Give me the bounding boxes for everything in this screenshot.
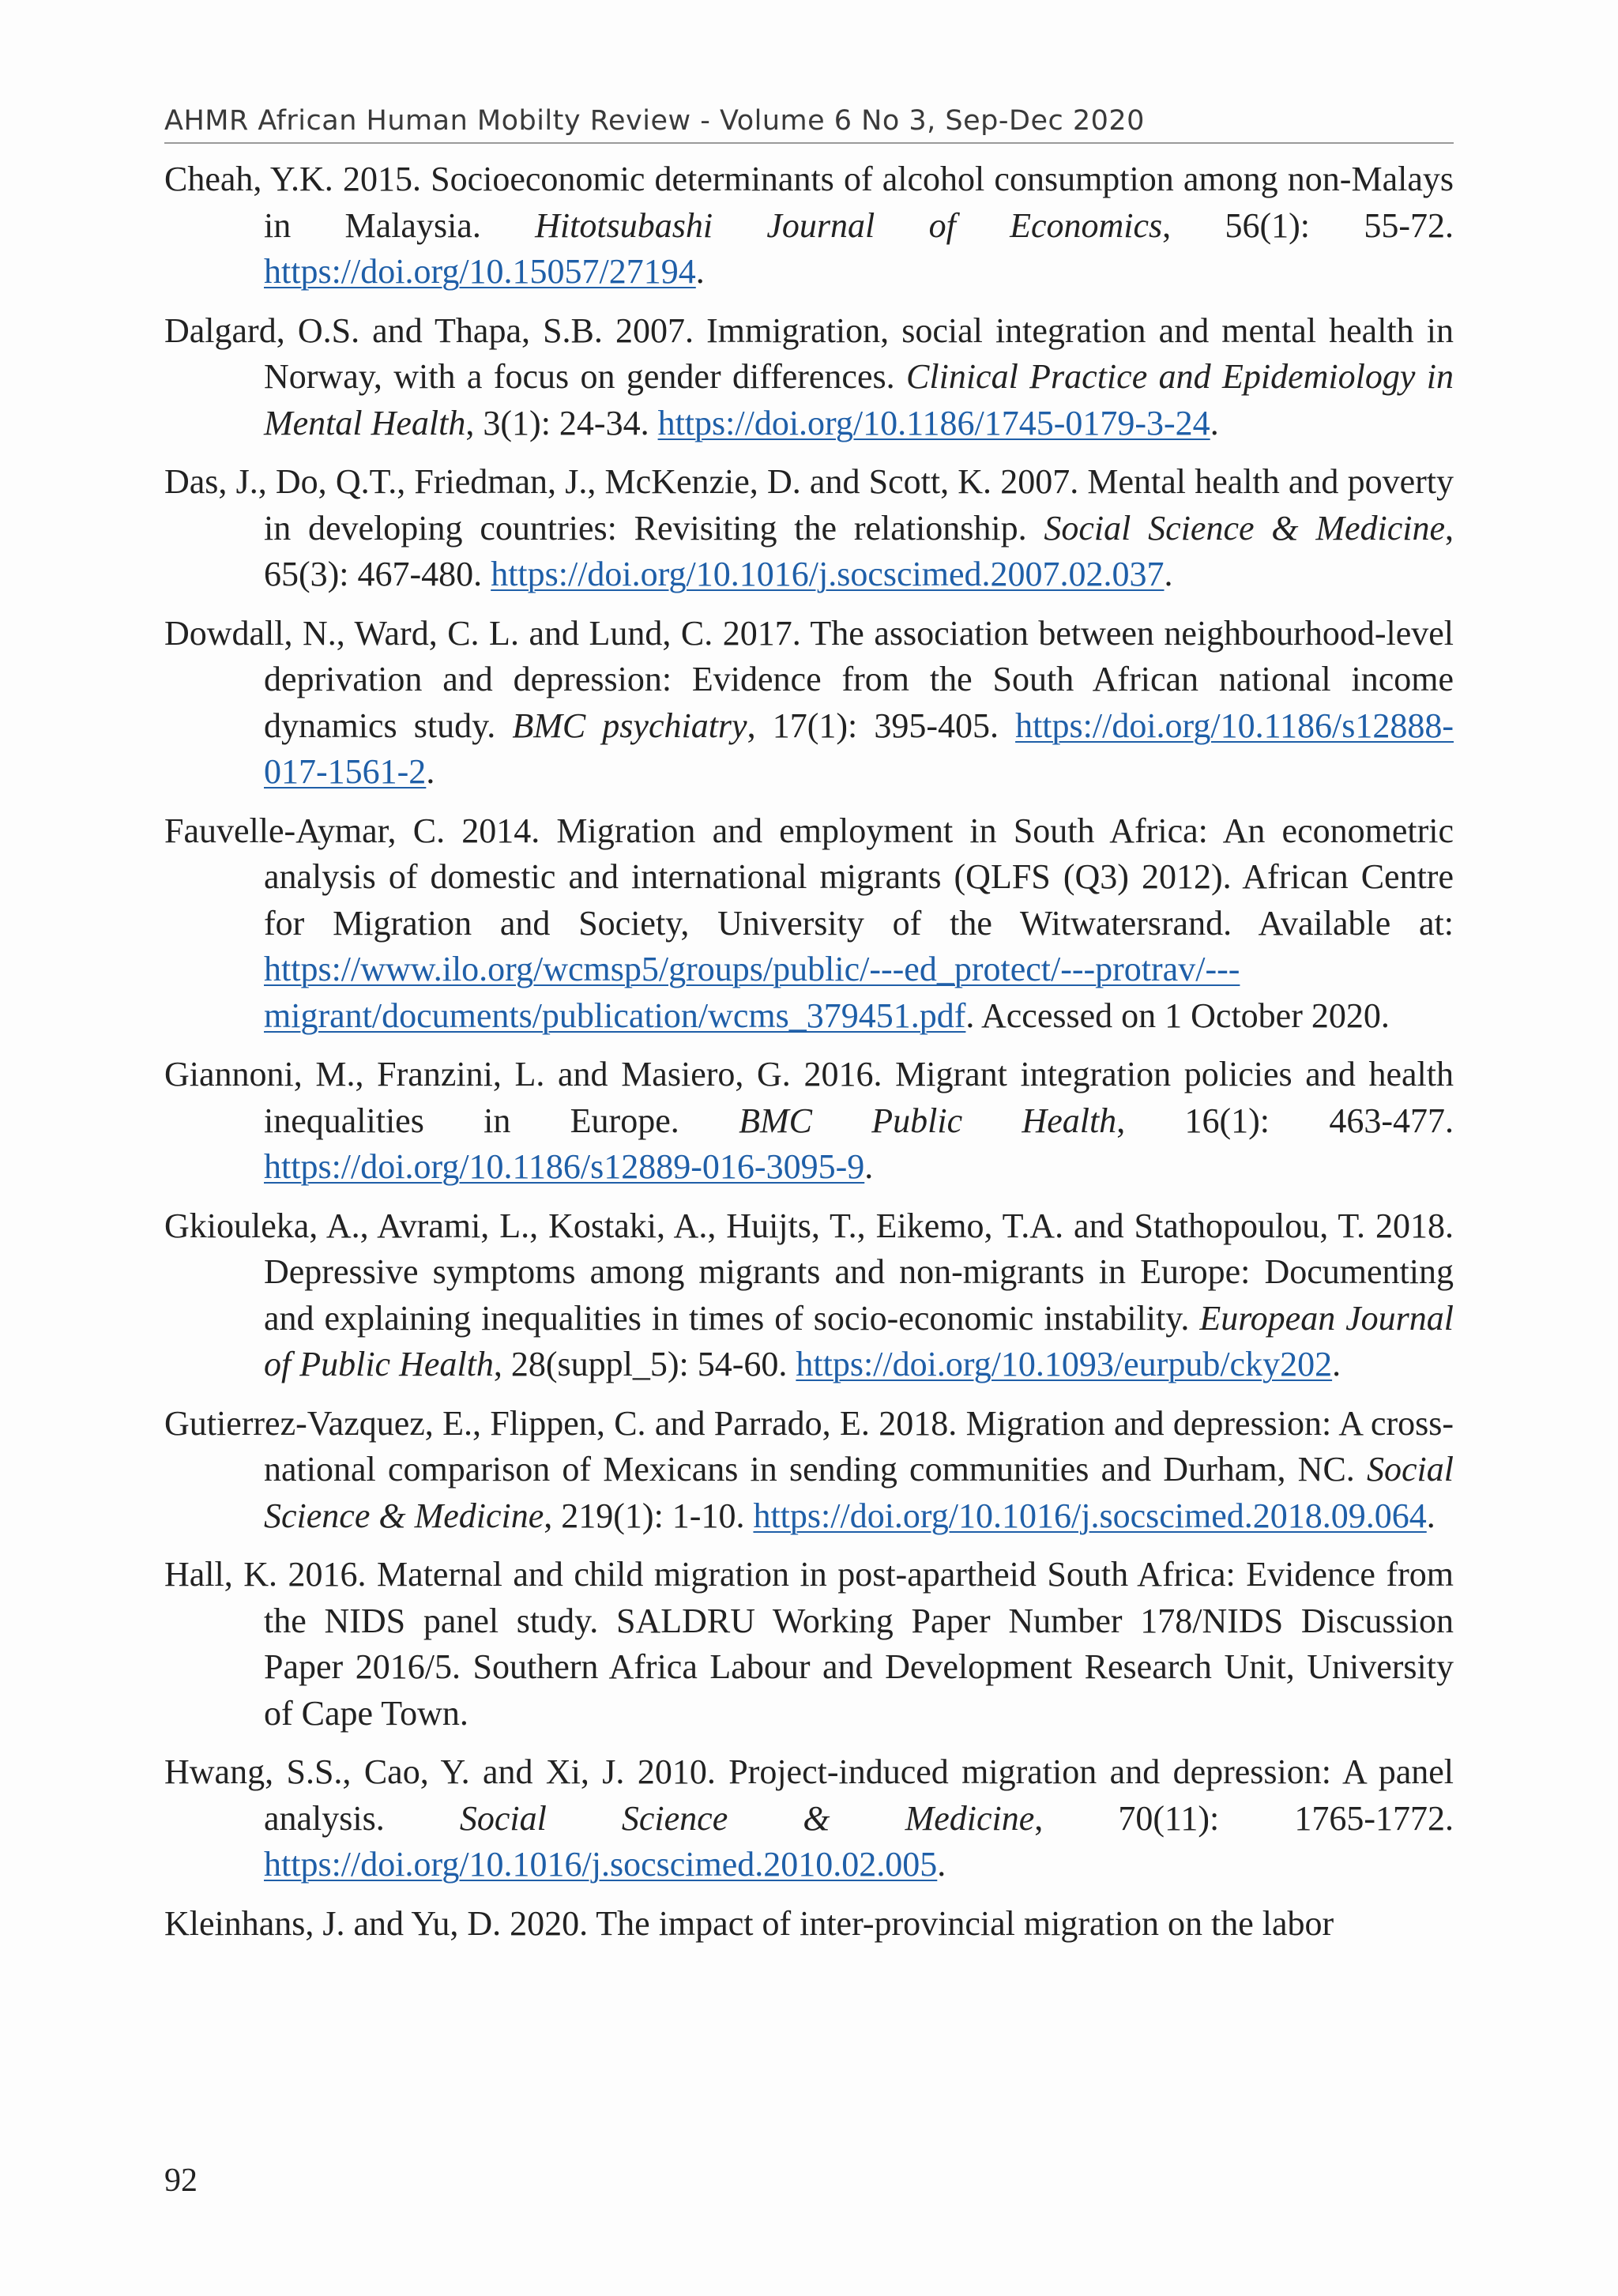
- doi-link[interactable]: https://doi.org/10.1186/1745-0179-3-24: [657, 403, 1210, 442]
- header-divider: [164, 142, 1454, 144]
- running-header: AHMR African Human Mobilty Review - Volume 6 No 3, Sep-Dec 2020: [164, 105, 1145, 137]
- journal-title: Hitotsubashi Journal of Economics: [535, 205, 1163, 245]
- doi-link[interactable]: https://doi.org/10.15057/27194: [264, 252, 696, 291]
- reference-tail: .: [937, 1845, 946, 1884]
- reference-entry: [164, 1749, 1454, 1888]
- journal-title: BMC Public Health: [739, 1101, 1117, 1140]
- doi-link[interactable]: https://doi.org/10.1093/eurpub/cky202: [796, 1345, 1333, 1383]
- reference-entry: [164, 808, 1454, 1040]
- reference-details: , 17(1): 395-405.: [747, 706, 1016, 745]
- reference-entry: [164, 1401, 1454, 1540]
- reference-text: Kleinhans, J. and Yu, D. 2020. The impact of inter-provincial migration on the labor: [164, 1903, 1334, 1943]
- reference-tail: . Accessed on 1 October 2020.: [965, 996, 1390, 1035]
- reference-text: Dalgard, O.S. and Thapa, S.B. 2007. Immigration, social integration and mental health in Norway, with a focus on gender differences.: [164, 311, 1454, 396]
- doi-link[interactable]: https://www.ilo.org/wcmsp5/groups/public/---ed_protect/---protrav/---migrant/documents/publication/wcms_379451.pdf: [264, 950, 1240, 1035]
- journal-title: Clinical Practice and Epidemiology in Mental Health: [264, 357, 1454, 442]
- reference-entry: [164, 156, 1454, 295]
- reference-tail: .: [695, 252, 705, 291]
- doi-link[interactable]: https://doi.org/10.1186/s12889-016-3095-9: [264, 1147, 865, 1186]
- page-number: 92: [164, 2162, 198, 2199]
- reference-text: Dowdall, N., Ward, C. L. and Lund, C. 2017. The association between neighbourhood-level deprivation and depression: Evidence from the South African national income dynamics study.: [164, 613, 1454, 745]
- reference-tail: .: [1210, 403, 1219, 442]
- journal-title: BMC psychiatry: [512, 706, 747, 745]
- reference-entry: [164, 1052, 1454, 1191]
- reference-tail: .: [1332, 1345, 1341, 1383]
- reference-details: , 3(1): 24-34.: [465, 403, 658, 442]
- reference-text: Cheah, Y.K. 2015. Socioeconomic determinants of alcohol consumption among non-Malays in Malaysia.: [164, 160, 1454, 245]
- reference-text: Gutierrez-Vazquez, E., Flippen, C. and Parrado, E. 2018. Migration and depression: A cross-national comparison of Mexicans in sending communities and Durham, NC.: [164, 1403, 1454, 1489]
- reference-text: Gkiouleka, A., Avrami, L., Kostaki, A., Huijts, T., Eikemo, T.A. and Stathopoulou, T. 2018. Depressive symptoms among migrants and non-migrants in Europe: Documenting and explaining inequalities in times of socio-economic instability.: [164, 1206, 1454, 1338]
- reference-entry: [164, 1552, 1454, 1737]
- journal-title: European Journal of Public Health: [264, 1298, 1454, 1383]
- reference-text: Fauvelle-Aymar, C. 2014. Migration and employment in South Africa: An econometric analysis of domestic and international migrants (QLFS (Q3) 2012). African Centre for Migration and Society, University of the Witwatersrand. Available at:: [164, 811, 1454, 943]
- doi-link[interactable]: https://doi.org/10.1016/j.socscimed.2018.09.064: [753, 1496, 1427, 1535]
- reference-details: , 219(1): 1-10.: [544, 1496, 754, 1535]
- reference-entry: [164, 1203, 1454, 1388]
- reference-text: Das, J., Do, Q.T., Friedman, J., McKenzie, D. and Scott, K. 2007. Mental health and poverty in developing countries: Revisiting the relationship.: [164, 462, 1454, 548]
- reference-details: , 16(1): 463-477.: [1116, 1101, 1454, 1140]
- reference-tail: .: [426, 752, 435, 791]
- reference-entry: [164, 611, 1454, 796]
- reference-text: Giannoni, M., Franzini, L. and Masiero, G. 2016. Migrant integration policies and health inequalities in Europe.: [164, 1055, 1454, 1140]
- reference-entry: [164, 308, 1454, 447]
- reference-text: Hall, K. 2016. Maternal and child migration in post-apartheid South Africa: Evidence from the NIDS panel study. SALDRU Working Paper Number 178/NIDS Discussion Paper 2016/5. Southern Africa Labour and Development Research Unit, University of Cape Town.: [164, 1555, 1454, 1733]
- reference-details: , 65(3): 467-480.: [264, 508, 1454, 593]
- reference-tail: .: [864, 1147, 874, 1186]
- reference-details: , 56(1): 55-72.: [1162, 205, 1454, 245]
- doi-link[interactable]: https://doi.org/10.1016/j.socscimed.2010.02.005: [264, 1845, 938, 1884]
- reference-entry: [164, 459, 1454, 598]
- reference-text: Hwang, S.S., Cao, Y. and Xi, J. 2010. Project-induced migration and depression: A panel analysis.: [164, 1752, 1454, 1838]
- doi-link[interactable]: https://doi.org/10.1186/s12888-017-1561-2: [264, 706, 1454, 791]
- reference-tail: .: [1164, 555, 1173, 593]
- reference-tail: .: [1426, 1496, 1436, 1535]
- journal-title: Social Science & Medicine: [459, 1798, 1035, 1838]
- reference-details: , 70(11): 1765-1772.: [1034, 1798, 1454, 1838]
- reference-details: , 28(suppl_5): 54-60.: [493, 1345, 796, 1383]
- reference-entry: [164, 1901, 1454, 1948]
- journal-title: Social Science & Medicine: [264, 1450, 1454, 1535]
- journal-title: Social Science & Medicine: [1044, 508, 1446, 548]
- doi-link[interactable]: https://doi.org/10.1016/j.socscimed.2007.02.037: [491, 555, 1165, 593]
- reference-list: [164, 156, 1454, 1959]
